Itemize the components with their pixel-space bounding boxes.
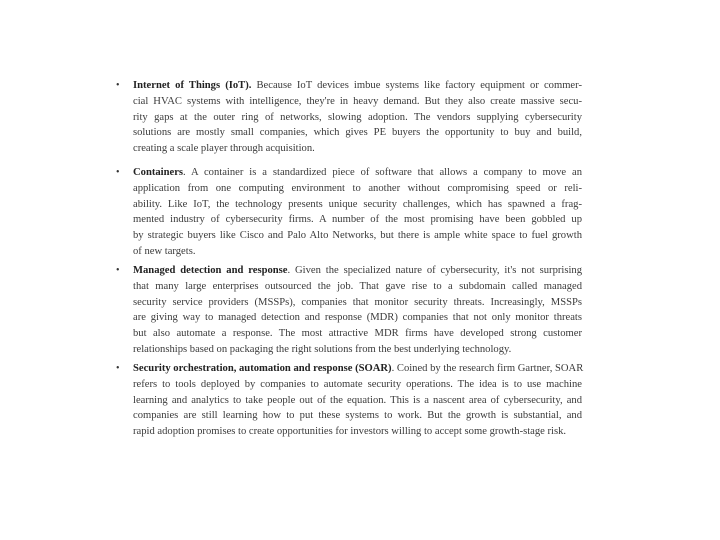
text-line — [133, 263, 582, 279]
text-line: cial HVAC systems with intelligence, they're in heavy demand. But they also create massive secu- — [133, 95, 582, 107]
text-line: mented industry of cybersecurity firms. A number of the most promising have been gobbled up — [133, 214, 582, 226]
text-line: creating a scale player through acquisition. — [133, 143, 315, 155]
text-line: are giving way to managed detection and response (MDR) companies that not only monitor threats — [133, 312, 582, 324]
list-item — [116, 361, 582, 440]
text-line: application from one computing environment to another without compromising speed or reli- — [133, 182, 582, 194]
text-line: learning and analytics to take people out of the equation. This is a nascent area of cybersecurity, and — [133, 394, 582, 406]
paragraph — [133, 78, 582, 157]
text-line: relationships based on packaging the right solutions from the best underlying technology. — [133, 343, 512, 355]
text-line: by strategic buyers like Cisco and Palo Alto Networks, but there is ample white space to fuel growth — [133, 230, 582, 242]
text-line: of new targets. — [133, 245, 196, 257]
paragraph — [133, 263, 582, 358]
line-text: . Coined by the research firm Gartner, SOAR — [391, 363, 584, 374]
list-item — [116, 165, 582, 260]
line-text: Because IoT devices imbue systems like factory equipment or commer- — [251, 80, 582, 91]
bold-term: Security orchestration, automation and response (SOAR) — [133, 363, 392, 374]
bullet-icon: • — [116, 265, 120, 276]
bullet-icon: • — [116, 167, 120, 178]
text-line: rity gaps at the outer ring of networks, slowing adoption. The vendors supplying cybersecurity — [133, 111, 582, 123]
text-line: that many large enterprises outsourced the job. That gave rise to a subdomain called managed — [133, 280, 582, 292]
line-text: . A container is a standardized piece of software that allows a company to move an — [183, 167, 582, 178]
paragraph — [133, 165, 582, 260]
list-item — [116, 263, 582, 358]
text-line: solutions are mostly small companies, which gives PE buyers the opportunity to buy and build, — [133, 127, 582, 139]
text-line — [133, 361, 582, 377]
bullet-icon: • — [116, 80, 120, 91]
text-line — [133, 78, 582, 94]
text-line: refers to tools deployed by companies to automate security operations. The idea is to use machine — [133, 378, 582, 390]
bold-term: Managed detection and response — [133, 265, 288, 276]
text-line: companies are still learning how to put these systems to work. But the growth is substantial, and — [133, 410, 582, 422]
bold-term: Internet of Things (IoT). — [133, 80, 252, 91]
bullet-icon: • — [116, 363, 120, 374]
text-line: ability. Like IoT, the technology presents unique security challenges, which has spawned a frag- — [133, 198, 582, 210]
list-item — [116, 78, 582, 157]
bold-term: Containers — [133, 167, 184, 178]
text-line: security service providers (MSSPs), companies that monitor security threats. Increasingly, MSSPs — [133, 296, 582, 308]
paragraph — [133, 361, 582, 440]
line-text: . Given the specialized nature of cybersecurity, it's not surprising — [287, 265, 582, 276]
text-line: but also automate a response. The most attractive MDR firms have developed strong customer — [133, 328, 582, 340]
text-line — [133, 165, 582, 181]
text-line: rapid adoption promises to create opportunities for investors willing to accept some growth-stage risk. — [133, 426, 567, 438]
